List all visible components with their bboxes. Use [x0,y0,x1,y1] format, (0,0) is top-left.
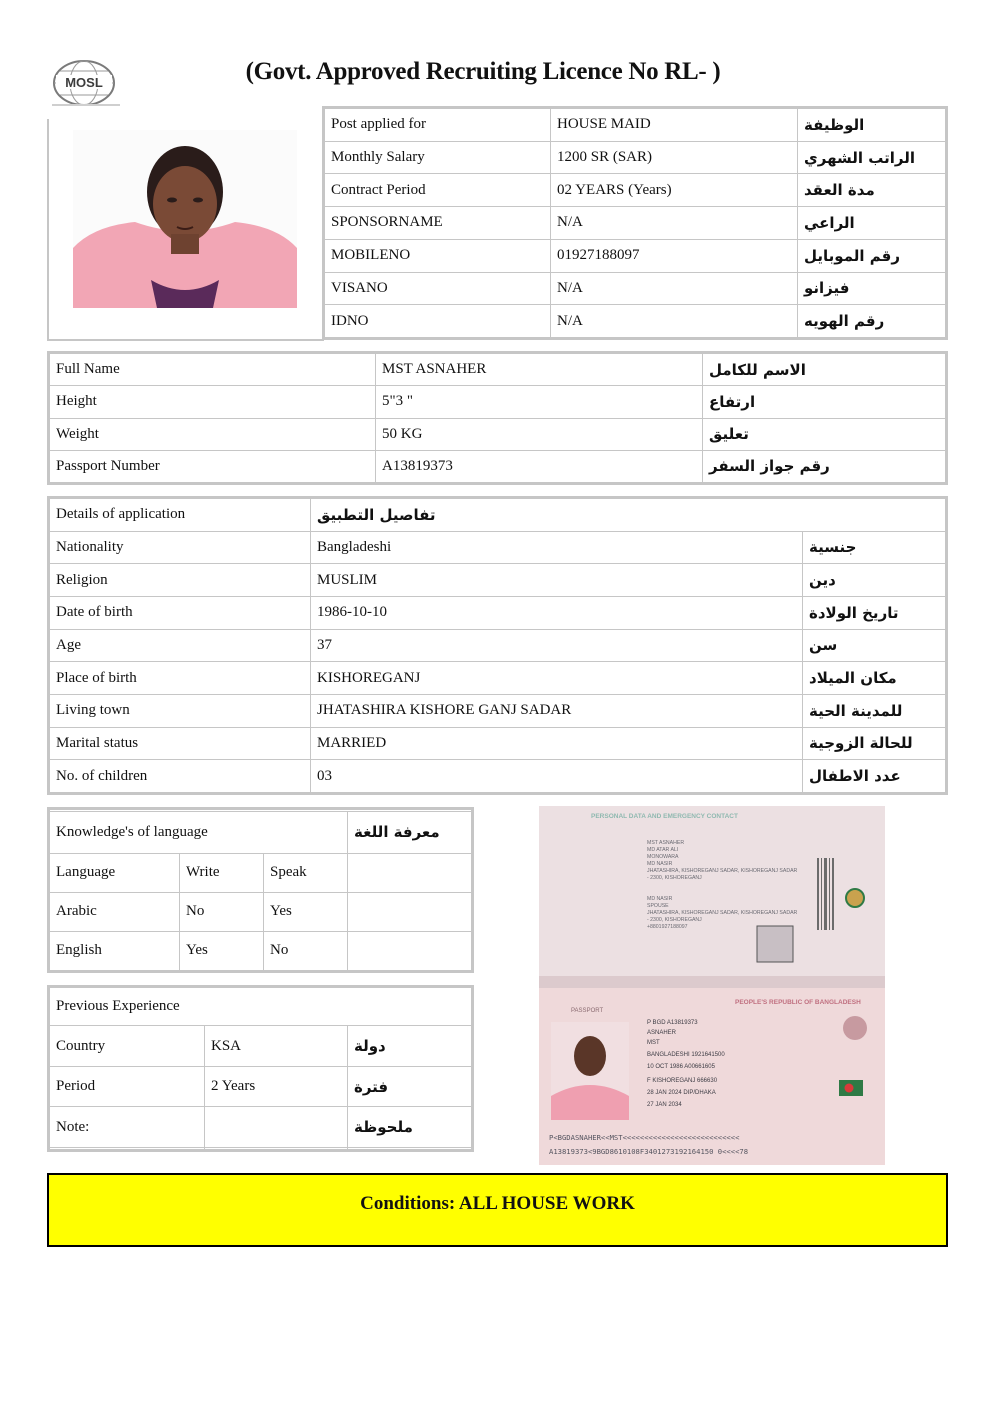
note-value [205,1107,348,1148]
page-title: (Govt. Approved Recruiting Licence No RL- ) [245,58,721,85]
details-header-arabic: تفاصيل التطبيق [311,499,946,532]
marital-label: Marital status [50,727,311,760]
table-row [50,1066,472,1107]
table-row [50,531,946,564]
logo-underline [52,104,120,106]
qr-code-icon [757,926,793,962]
note-label: Note: [50,1107,205,1148]
table-row [50,727,946,760]
table-row [325,239,946,272]
children-value: 03 [311,760,803,793]
post-value: HOUSE MAID [551,109,798,142]
passport-contact-line: MD NASIR [647,861,673,867]
passport-data-line: ASNAHER [647,1030,677,1036]
language-header: Language [50,853,180,892]
children-arabic: عدد الاطفال [803,760,946,793]
living-town-arabic: للمدينة الحية [803,694,946,727]
table-row [325,207,946,240]
country-value: KSA [205,1026,348,1067]
passport-data-line: 28 JAN 2024 DIP/DHAKA [647,1090,716,1096]
table-row [50,354,946,386]
language-table [47,807,474,973]
sponsor-label: SPONSORNAME [325,207,551,240]
post-label: Post applied for [325,109,551,142]
language-name: English [50,931,180,970]
age-arabic: سن [803,629,946,662]
logo-text: MOSL [65,75,103,90]
table-row [50,760,946,793]
living-town-value: JHATASHIRA KISHORE GANJ SADAR [311,694,803,727]
mobile-label: MOBILENO [325,239,551,272]
country-label: Country [50,1026,205,1067]
note-arabic: ملحوظة [348,1107,472,1148]
experience-title: Previous Experience [50,988,472,1026]
visa-label: VISANO [325,272,551,305]
sponsor-arabic: الراعي [798,207,946,240]
passport-data-line: P BGD A13819373 [647,1020,698,1026]
table-row [50,892,472,931]
details-header-label: Details of application [50,499,311,532]
age-value: 37 [311,629,803,662]
passport-doc-word: PASSPORT [571,1008,604,1014]
passport-contact-line: +8801927188097 [647,924,688,930]
passport-contact-line: JHATASHIRA, KISHOREGANJ SADAR, KISHOREGANJ SADAR [647,910,798,916]
details-table [47,496,948,795]
contract-value: 02 YEARS (Years) [551,174,798,207]
birthplace-value: KISHOREGANJ [311,662,803,695]
speak-value: No [264,931,348,970]
sponsor-value: N/A [551,207,798,240]
period-label: Period [50,1066,205,1107]
table-row [50,629,946,662]
nationality-value: Bangladeshi [311,531,803,564]
passport-data-line: 27 JAN 2034 [647,1102,682,1108]
birthplace-arabic: مكان الميلاد [803,662,946,695]
passport-contact-line: MD ATAR ALI [647,847,679,853]
conditions-banner: Conditions: ALL HOUSE WORK [47,1173,948,1247]
passport-data-line: BANGLADESHI 1921641500 [647,1052,725,1058]
children-label: No. of children [50,760,311,793]
write-value: Yes [180,931,264,970]
language-title: Knowledge's of language [50,812,348,853]
table-row [50,988,472,1026]
passport-contact-header: PERSONAL DATA AND EMERGENCY CONTACT [591,813,738,820]
passport-contact-line: - 2300, KISHOREGANJ [647,875,702,881]
period-value: 2 Years [205,1066,348,1107]
post-arabic: الوظيفة [798,109,946,142]
weight-label: Weight [50,418,376,450]
marital-value: MARRIED [311,727,803,760]
table-row [325,272,946,305]
weight-arabic: تعليق [703,418,946,450]
table-row [325,109,946,142]
applicant-photo [73,130,297,308]
visa-arabic: فيزانو [798,272,946,305]
write-header: Write [180,853,264,892]
table-row [50,812,472,853]
table-row [325,174,946,207]
contract-label: Contract Period [325,174,551,207]
marital-arabic: للحالة الزوجية [803,727,946,760]
visa-value: N/A [551,272,798,305]
passport-number-label: Passport Number [50,450,376,482]
mobile-arabic: رقم الموبايل [798,239,946,272]
passport-data-line: F KISHOREGANJ 666630 [647,1078,718,1084]
age-label: Age [50,629,311,662]
height-value: 5"3 " [376,386,703,418]
dob-value: 1986-10-10 [311,596,803,629]
passport-number-arabic: رقم جواز السفر [703,450,946,482]
mobile-value: 01927188097 [551,239,798,272]
religion-label: Religion [50,564,311,597]
passport-contact-line: JHATASHIRA, KISHOREGANJ SADAR, KISHOREGANJ SADAR [647,868,798,874]
post-info-table [322,106,948,340]
speak-header: Speak [264,853,348,892]
passport-contact-line: SPOUSE [647,903,669,909]
salary-arabic: الراتب الشهري [798,141,946,174]
table-row [50,1107,472,1148]
salary-label: Monthly Salary [325,141,551,174]
table-row [50,694,946,727]
passport-data-line: MST [647,1040,660,1046]
table-row [50,853,472,892]
bangladesh-emblem-icon [846,889,864,907]
nationality-label: Nationality [50,531,311,564]
table-row [50,596,946,629]
speak-value: Yes [264,892,348,931]
period-arabic: فترة [348,1066,472,1107]
table-row [50,564,946,597]
table-row [50,418,946,450]
height-arabic: ارتفاع [703,386,946,418]
passport-contact-line: MONOWARA [647,854,679,860]
religion-value: MUSLIM [311,564,803,597]
table-row [50,386,946,418]
contract-arabic: مدة العقد [798,174,946,207]
height-label: Height [50,386,376,418]
full-name-value: MST ASNAHER [376,354,703,386]
full-name-arabic: الاسم للكامل [703,354,946,386]
living-town-label: Living town [50,694,311,727]
id-arabic: رقم الهويه [798,305,946,338]
passport-mrz-line-1: P<BGDASNAHER<<MST<<<<<<<<<<<<<<<<<<<<<<<<<<< [549,1133,740,1142]
experience-table [47,985,474,1152]
id-value: N/A [551,305,798,338]
passport-contact-line: MD NASIR [647,896,673,902]
dob-label: Date of birth [50,596,311,629]
birthplace-label: Place of birth [50,662,311,695]
passport-scan [539,806,885,1165]
table-row [50,1026,472,1067]
table-row [50,931,472,970]
table-row [50,499,946,532]
passport-contact-line: MST ASNAHER [647,840,685,846]
passport-data-line: 10 OCT 1986 A00661605 [647,1064,715,1070]
passport-contact-line: - 2300, KISHOREGANJ [647,917,702,923]
salary-value: 1200 SR (SAR) [551,141,798,174]
language-name: Arabic [50,892,180,931]
id-label: IDNO [325,305,551,338]
table-row [50,662,946,695]
table-row [50,1147,472,1149]
religion-arabic: دين [803,564,946,597]
table-row [50,450,946,482]
write-value: No [180,892,264,931]
weight-value: 50 KG [376,418,703,450]
country-arabic: دولة [348,1026,472,1067]
table-row [325,141,946,174]
table-row [325,305,946,338]
passport-number-value: A13819373 [376,450,703,482]
full-name-label: Full Name [50,354,376,386]
passport-country-header: PEOPLE'S REPUBLIC OF BANGLADESH [735,999,861,1006]
personal-table [47,351,948,485]
dob-arabic: تاريخ الولادة [803,596,946,629]
language-title-arabic: معرفة اللغة [348,812,472,853]
passport-mrz-line-2: A13819373<9BGD8610108F3401273192164150 0<<<<78 [549,1147,749,1156]
passport-small-photo [843,1016,867,1040]
nationality-arabic: جنسية [803,531,946,564]
